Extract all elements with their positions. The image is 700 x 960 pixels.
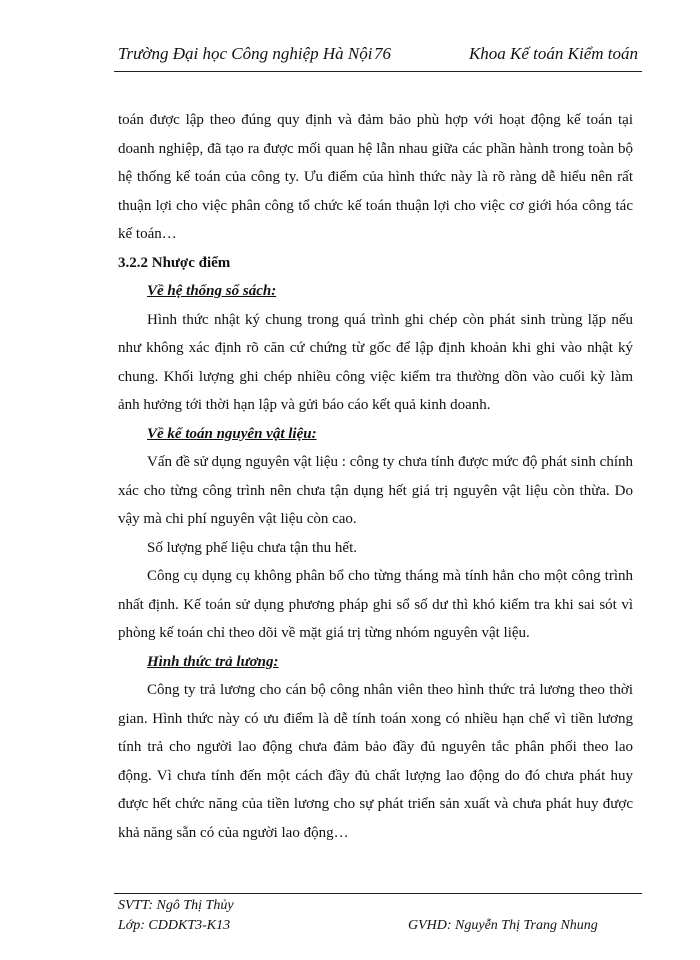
paragraph-intro-continuation: toán được lập theo đúng quy định và đảm bảo phù hợp với hoạt động kế toán tại doanh nghiệp, đã tạo ra được mối quan hệ lẫn nhau giữa các phần hành trong toàn bộ hệ thống kế toán của công ty. Ưu điểm của hình thức này là rõ ràng dễ hiểu nên rất thuận lợi cho việc phân công tổ chức kế toán thuận lợi cho việc cơ giới hóa công tác kế toán… bbox=[118, 112, 633, 242]
footer-class: Lớp: CDDKT3-K13 bbox=[118, 918, 231, 933]
page-header bbox=[118, 44, 638, 68]
paragraph-bookkeeping: Hình thức nhật ký chung trong quá trình ghi chép còn phát sinh trùng lặp nếu như không xác định rõ căn cứ chứng từ gốc để lập định khoản khi ghi vào nhật ký chung. Khối lượng ghi chép nhiều công việc kiểm tra thường dồn vào cuối kỳ làm ảnh hưởng tới thời hạn lập và gửi báo cáo kết quả kinh doanh. bbox=[118, 311, 633, 413]
paragraph-salary: Công ty trả lương cho cán bộ công nhân viên theo hình thức trả lương theo thời gian. Hình thức này có ưu điểm là dễ tính toán xong có nhiều hạn chế vì tiền lương tính trả cho người lao động chưa đảm bảo đầy đủ nguyên tắc phân phối theo lao động. Vì chưa tính đến một cách đầy đủ chất lượng lao động do đó chưa phát huy được hết chức năng của tiền lương cho sự phát triển sản xuất và chưa phát huy được khả năng sẵn có của người lao động… bbox=[118, 682, 633, 841]
header-divider bbox=[114, 71, 642, 72]
document-body bbox=[118, 106, 633, 847]
paragraph-materials-2: Số lượng phế liệu chưa tận thu hết. bbox=[147, 539, 357, 556]
subheading-bookkeeping: Về hệ thống sổ sách: bbox=[147, 283, 277, 299]
header-school: Trường Đại học Công nghiệp Hà Nội bbox=[118, 44, 373, 63]
footer-student: SVTT: Ngô Thị Thủy bbox=[118, 898, 234, 913]
subheading-salary: Hình thức trả lương: bbox=[147, 653, 279, 670]
section-heading-3-2-2: 3.2.2 Nhược điểm bbox=[118, 254, 231, 271]
header-faculty: Khoa Kế toán Kiểm toán bbox=[468, 44, 638, 63]
paragraph-materials-1: Vấn đề sử dụng nguyên vật liệu : công ty chưa tính được mức độ phát sinh chính xác cho từng công trình nên chưa tận dụng hết giá trị nguyên vật liệu còn thừa. Do vậy mà chi phí nguyên vật liệu còn cao. bbox=[118, 454, 633, 527]
header-page-number: 76 bbox=[374, 44, 391, 63]
page-footer bbox=[118, 896, 638, 936]
subheading-materials: Về kế toán nguyên vật liệu: bbox=[147, 425, 317, 442]
paragraph-materials-3: Công cụ dụng cụ không phân bổ cho từng tháng mà tính hẳn cho một công trình nhất định. Kế toán sử dụng phương pháp ghi sổ số dư thì khó kiểm tra khi sai sót vì phòng kế toán chỉ theo dõi về mặt giá trị từng nhóm nguyên vật liệu. bbox=[118, 568, 633, 641]
footer-advisor: GVHD: Nguyễn Thị Trang Nhung bbox=[408, 918, 598, 933]
footer-divider bbox=[114, 893, 642, 894]
